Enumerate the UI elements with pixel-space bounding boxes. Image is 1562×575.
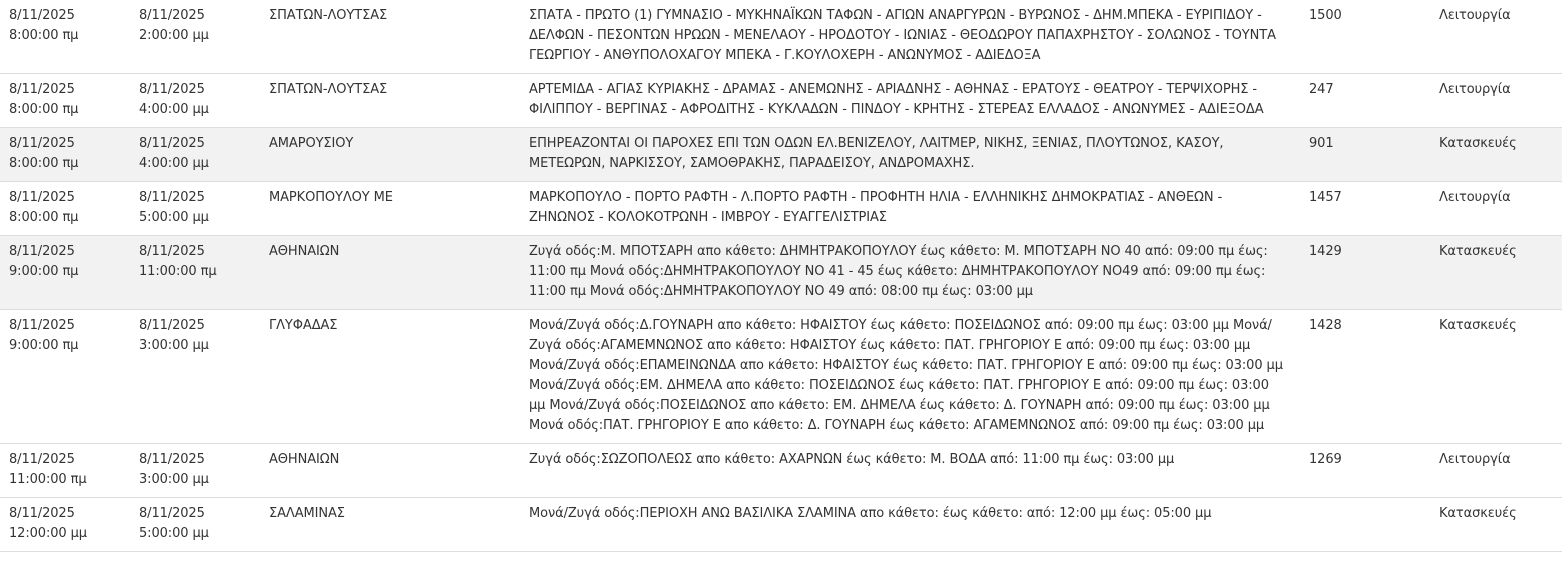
start-date: 8/11/2025	[9, 190, 75, 205]
municipality-cell: ΑΘΗΝΑΙΩΝ	[269, 244, 340, 259]
start-time: 11:00:00 πμ	[9, 472, 87, 487]
municipality-cell: ΜΑΡΚΟΠΟΥΛΟΥ ΜΕ	[269, 190, 393, 205]
start-date: 8/11/2025	[9, 452, 75, 467]
municipality-cell: ΓΛΥΦΑΔΑΣ	[269, 318, 338, 333]
start-date: 8/11/2025	[9, 244, 75, 259]
end-cell	[130, 128, 260, 182]
start-date: 8/11/2025	[9, 82, 75, 97]
start-cell	[0, 0, 130, 74]
start-time: 9:00:00 πμ	[9, 264, 79, 279]
municipality-cell: ΑΜΑΡΟΥΣΙΟΥ	[269, 136, 354, 151]
table-row	[0, 236, 1562, 310]
start-cell	[0, 236, 130, 310]
reason-cell: Λειτουργία	[1439, 8, 1511, 23]
municipality-cell: ΣΠΑΤΩΝ-ΛΟΥΤΣΑΣ	[269, 8, 388, 23]
start-cell	[0, 444, 130, 498]
end-cell	[130, 444, 260, 498]
end-time: 5:00:00 μμ	[139, 210, 209, 225]
start-cell	[0, 182, 130, 236]
start-time: 12:00:00 μμ	[9, 526, 87, 541]
start-time: 8:00:00 πμ	[9, 28, 79, 43]
end-cell	[130, 310, 260, 444]
table-row	[0, 182, 1562, 236]
start-time: 9:00:00 πμ	[9, 338, 79, 353]
end-date: 8/11/2025	[139, 136, 205, 151]
table-row	[0, 498, 1562, 552]
affected-area-cell: ΑΡΤΕΜΙΔΑ - ΑΓΙΑΣ ΚΥΡΙΑΚΗΣ - ΔΡΑΜΑΣ - ΑΝΕΜΩΝΗΣ - ΑΡΙΑΔΝΗΣ - ΑΘΗΝΑΣ - ΕΡΑΤΟΥΣ - ΘΕΑΤΡΟΥ - ΤΕΡΨΙΧΟΡΗΣ - ΦΙΛΙΠΠΟΥ - ΒΕΡΓΙΝΑΣ - ΑΦΡΟΔΙΤΗΣ - ΚΥΚΛΑΔΩΝ - ΠΙΝΔΟΥ - ΚΡΗΤΗΣ - ΣΤΕΡΕΑΣ ΕΛΛΑΔΟΣ - ΑΝΩΝΥΜΕΣ - ΑΔΙΕΞΟΔΑ	[529, 82, 1264, 117]
end-date: 8/11/2025	[139, 244, 205, 259]
reason-cell: Λειτουργία	[1439, 452, 1511, 467]
end-time: 4:00:00 μμ	[139, 102, 209, 117]
affected-area-cell: Μονά/Ζυγά οδός:Δ.ΓΟΥΝΑΡΗ απο κάθετο: ΗΦΑΙΣΤΟΥ έως κάθετο: ΠΟΣΕΙΔΩΝΟΣ από: 09:00 πμ έως: 03:00 μμ Μονά/Ζυγά οδός:ΑΓΑΜΕΜΝΩΝΟΣ απο κάθετο: ΗΦΑΙΣΤΟΥ έως κάθετο: ΠΑΤ. ΓΡΗΓΟΡΙΟΥ Ε από: 09:00 πμ έως: 03:00 μμ Μονά/Ζυγά οδός:ΕΠΑΜΕΙΝΩΝΔΑ απο κάθετο: ΗΦΑΙΣΤΟΥ έως κάθετο: ΠΑΤ. ΓΡΗΓΟΡΙΟΥ Ε από: 09:00 πμ έως: 03:00 μμ Μονά/Ζυγά οδός:ΕΜ. ΔΗΜΕΛΑ απο κάθετο: ΠΟΣΕΙΔΩΝΟΣ έως κάθετο: ΠΑΤ. ΓΡΗΓΟΡΙΟΥ Ε από: 09:00 πμ έως: 03:00 μμ Μονά/Ζυγά οδός:ΠΟΣΕΙΔΩΝΟΣ απο κάθετο: ΕΜ. ΔΗΜΕΛΑ έως κάθετο: Δ. ΓΟΥΝΑΡΗ από: 09:00 πμ έως: 03:00 μμ Μονά οδός:ΠΑΤ. ΓΡΗΓΟΡΙΟΥ Ε απο κάθετο: Δ. ΓΟΥΝΑΡΗ έως κάθετο: ΑΓΑΜΕΜΝΩΝΟΣ από: 09:00 πμ έως: 03:00 μμ	[529, 318, 1283, 433]
municipality-cell: ΣΑΛΑΜΙΝΑΣ	[269, 506, 345, 521]
end-cell	[130, 74, 260, 128]
affected-area-cell: ΜΑΡΚΟΠΟΥΛΟ - ΠΟΡΤΟ ΡΑΦΤΗ - Λ.ΠΟΡΤΟ ΡΑΦΤΗ - ΠΡΟΦΗΤΗ ΗΛΙΑ - ΕΛΛΗΝΙΚΗΣ ΔΗΜΟΚΡΑΤΙΑΣ - ΑΝΘΕΩΝ - ΖΗΝΩΝΟΣ - ΚΟΛΟΚΟΤΡΩΝΗ - ΙΜΒΡΟΥ - ΕΥΑΓΓΕΛΙΣΤΡΙΑΣ	[529, 190, 1223, 225]
table-row	[0, 74, 1562, 128]
table-row	[0, 0, 1562, 74]
reason-cell: Κατασκευές	[1439, 136, 1517, 151]
municipality-cell: ΑΘΗΝΑΙΩΝ	[269, 452, 340, 467]
number-cell: 1269	[1309, 452, 1342, 467]
affected-area-cell: Μονά/Ζυγά οδός:ΠΕΡΙΟΧΗ ΑΝΩ ΒΑΣΙΛΙΚΑ ΣΛΑΜΙΝΑ απο κάθετο: έως κάθετο: από: 12:00 μμ έως: 05:00 μμ	[529, 506, 1212, 521]
reason-cell: Κατασκευές	[1439, 506, 1517, 521]
end-date: 8/11/2025	[139, 190, 205, 205]
start-cell	[0, 128, 130, 182]
table-row	[0, 128, 1562, 182]
reason-cell: Κατασκευές	[1439, 318, 1517, 333]
end-date: 8/11/2025	[139, 318, 205, 333]
reason-cell: Λειτουργία	[1439, 82, 1511, 97]
end-date: 8/11/2025	[139, 82, 205, 97]
number-cell: 1457	[1309, 190, 1342, 205]
number-cell: 901	[1309, 136, 1334, 151]
number-cell: 1428	[1309, 318, 1342, 333]
end-cell	[130, 498, 260, 552]
end-time: 4:00:00 μμ	[139, 156, 209, 171]
end-date: 8/11/2025	[139, 452, 205, 467]
end-time: 5:00:00 μμ	[139, 526, 209, 541]
end-date: 8/11/2025	[139, 8, 205, 23]
table-row	[0, 444, 1562, 498]
end-time: 2:00:00 μμ	[139, 28, 209, 43]
start-date: 8/11/2025	[9, 318, 75, 333]
table-row	[0, 310, 1562, 444]
reason-cell: Λειτουργία	[1439, 190, 1511, 205]
start-time: 8:00:00 πμ	[9, 156, 79, 171]
number-cell: 1429	[1309, 244, 1342, 259]
start-date: 8/11/2025	[9, 8, 75, 23]
end-time: 3:00:00 μμ	[139, 338, 209, 353]
end-cell	[130, 236, 260, 310]
affected-area-cell: Ζυγά οδός:ΣΩΖΟΠΟΛΕΩΣ απο κάθετο: ΑΧΑΡΝΩΝ έως κάθετο: Μ. ΒΟΔΑ από: 11:00 πμ έως: 03:00 μμ	[529, 452, 1175, 467]
end-date: 8/11/2025	[139, 506, 205, 521]
start-cell	[0, 498, 130, 552]
reason-cell: Κατασκευές	[1439, 244, 1517, 259]
end-cell	[130, 182, 260, 236]
number-cell	[1300, 498, 1430, 552]
affected-area-cell: Ζυγά οδός:Μ. ΜΠΟΤΣΑΡΗ απο κάθετο: ΔΗΜΗΤΡΑΚΟΠΟΥΛΟΥ έως κάθετο: Μ. ΜΠΟΤΣΑΡΗ ΝΟ 40 από: 09:00 πμ έως: 11:00 πμ Μονά οδός:ΔΗΜΗΤΡΑΚΟΠΟΥΛΟΥ ΝΟ 41 - 45 έως κάθετο: ΔΗΜΗΤΡΑΚΟΠΟΥΛΟΥ ΝΟ49 από: 09:00 πμ έως: 11:00 πμ Μονά οδός:ΔΗΜΗΤΡΑΚΟΠΟΥΛΟΥ ΝΟ 49 από: 08:00 πμ έως: 03:00 μμ	[529, 244, 1268, 299]
start-date: 8/11/2025	[9, 136, 75, 151]
end-time: 11:00:00 πμ	[139, 264, 217, 279]
end-time: 3:00:00 μμ	[139, 472, 209, 487]
affected-area-cell: ΕΠΗΡΕΑΖΟΝΤΑΙ ΟΙ ΠΑΡΟΧΕΣ ΕΠΙ ΤΩΝ ΟΔΩΝ ΕΛ.ΒΕΝΙΖΕΛΟΥ, ΛΑΙΤΜΕΡ, ΝΙΚΗΣ, ΞΕΝΙΑΣ, ΠΛΟΥΤΩΝΟΣ, ΚΑΣΟΥ, ΜΕΤΕΩΡΩΝ, ΝΑΡΚΙΣΣΟΥ, ΣΑΜΟΘΡΑΚΗΣ, ΠΑΡΑΔΕΙΣΟΥ, ΑΝΔΡΟΜΑΧΗΣ.	[529, 136, 1224, 171]
number-cell: 1500	[1309, 8, 1342, 23]
start-date: 8/11/2025	[9, 506, 75, 521]
start-cell	[0, 74, 130, 128]
number-cell: 247	[1309, 82, 1334, 97]
start-time: 8:00:00 πμ	[9, 102, 79, 117]
start-time: 8:00:00 πμ	[9, 210, 79, 225]
municipality-cell: ΣΠΑΤΩΝ-ΛΟΥΤΣΑΣ	[269, 82, 388, 97]
start-cell	[0, 310, 130, 444]
affected-area-cell: ΣΠΑΤΑ - ΠΡΩΤΟ (1) ΓΥΜΝΑΣΙΟ - ΜΥΚΗΝΑΪΚΩΝ ΤΑΦΩΝ - ΑΓΙΩΝ ΑΝΑΡΓΥΡΩΝ - ΒΥΡΩΝΟΣ - ΔΗΜ.ΜΠΕΚΑ - ΕΥΡΙΠΙΔΟΥ - ΔΕΛΦΩΝ - ΠΕΣΟΝΤΩΝ ΗΡΩΩΝ - ΜΕΝΕΛΑΟΥ - ΗΡΟΔΟΤΟΥ - ΙΩΝΙΑΣ - ΘΕΟΔΩΡΟΥ ΠΑΠΑΧΡΗΣΤΟΥ - ΣΟΛΩΝΟΣ - ΤΟΥΝΤΑ ΓΕΩΡΓΙΟΥ - ΑΝΘΥΠΟΛΟΧΑΓΟΥ ΜΠΕΚΑ - Γ.ΚΟΥΛΟΧΕΡΗ - ΑΝΩΝΥΜΟΣ - ΑΔΙΕΔΟΞΑ	[529, 8, 1276, 63]
end-cell	[130, 0, 260, 74]
